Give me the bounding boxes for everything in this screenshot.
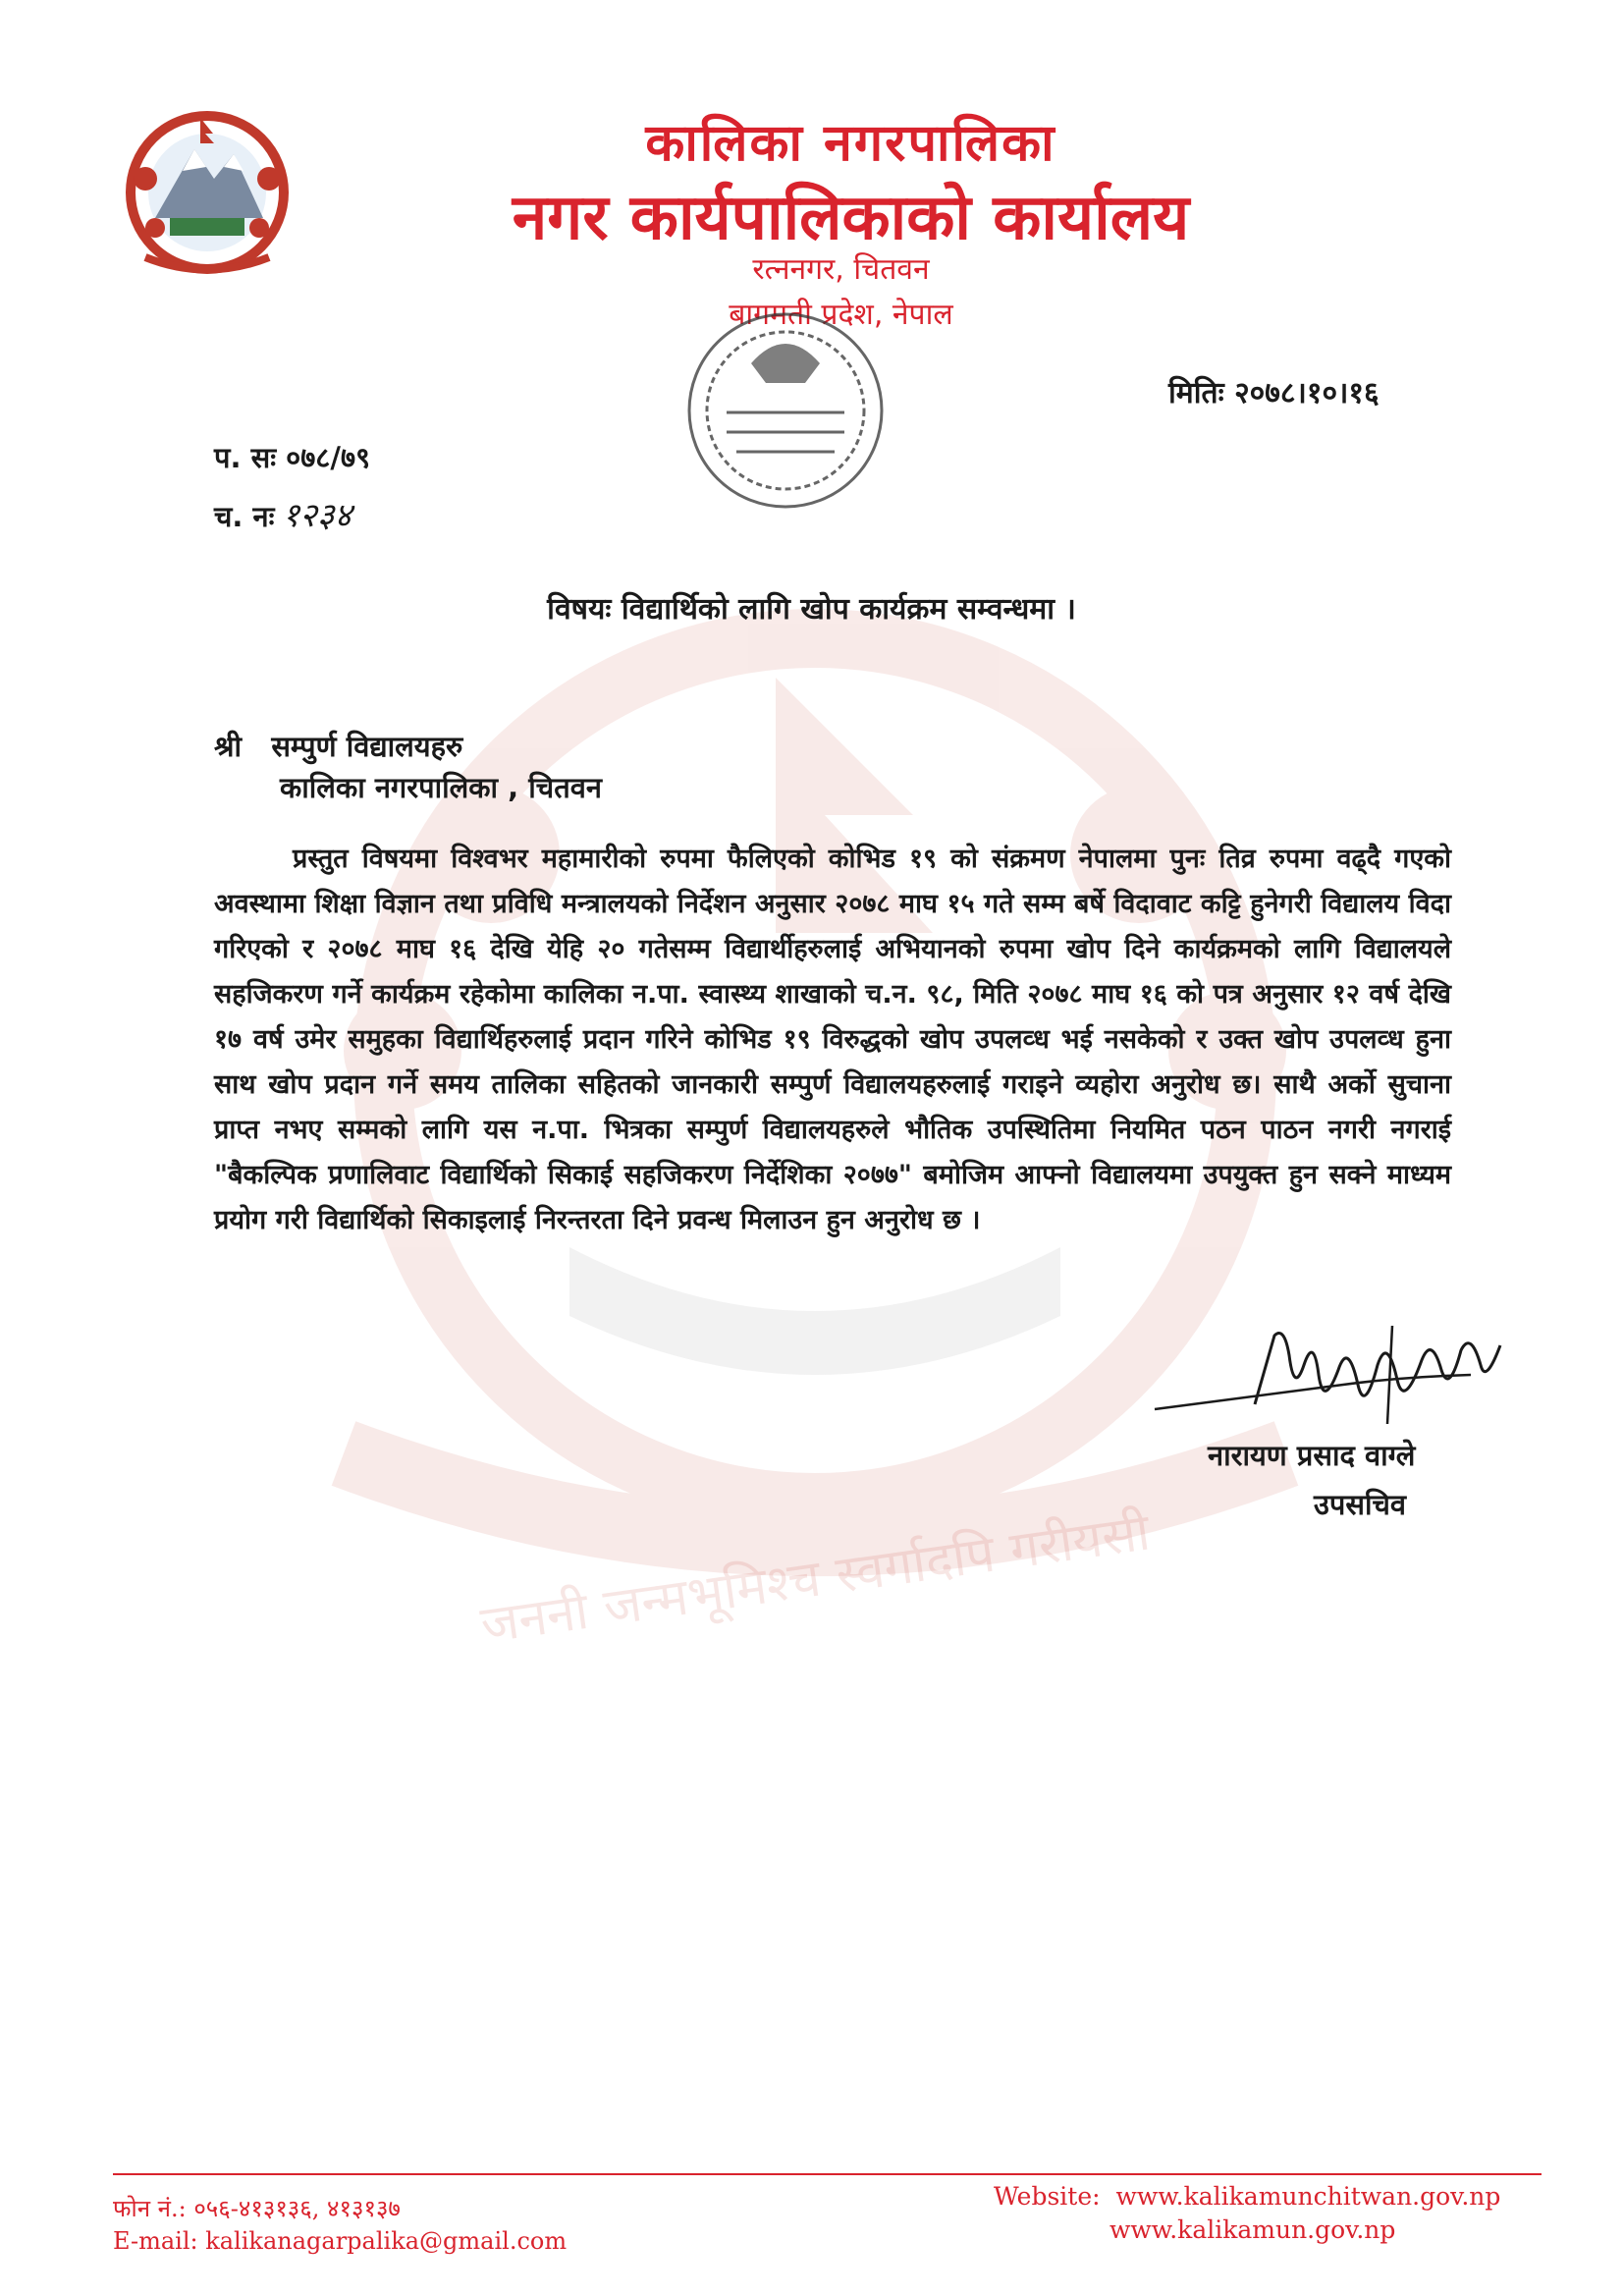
address-line-1: रत्ननगर, चितवन [752, 252, 930, 287]
signer-name: नारायण प्रसाद वाग्ले [1208, 1439, 1416, 1472]
footer-email: E-mail: kalikanagarpalika@gmail.com [113, 2227, 568, 2255]
signer-title: उपसचिव [1314, 1488, 1407, 1521]
letter-date: मितिः २०७८।१०।१६ [1168, 376, 1380, 410]
address-line-2: बागमती प्रदेश, नेपाल [729, 298, 953, 332]
office-round-seal-icon [668, 295, 903, 520]
footer-website-1: Website: www.kalikamunchitwan.gov.np [994, 2182, 1501, 2211]
footer-website-2: www.kalikamun.gov.np [1109, 2215, 1396, 2244]
dispatch-number-value: १२३४ [282, 496, 352, 535]
fiscal-year: प. सः ०७८/७९ [214, 441, 371, 474]
letter-body: प्रस्तुत विषयमा विश्वभर महामारीको रुपमा फैलिएको कोभिड १९ को संक्रमण नेपालमा पुनः तिव्र रुपमा वढ्दै गएको अवस्थामा शिक्षा विज्ञान तथा प्रविधि मन्त्रालयको निर्देशन अनुसार २०७८ माघ १५ गते सम्म बर्षे विदावाट कट्टि हुनेगरी विद्यालय विदा गरिएको र २०७८ माघ १६ देखि येहि २० गतेसम्म विद्यार्थीहरुलाई अभियानको रुपमा खोप दिने कार्यक्रमको लागि विद्यालयले सहजिकरण गर्ने कार्यक्रम रहेकोमा कालिका न.पा. स्वास्थ्य शाखाको च.न. ९८, मिति २०७८ माघ १६ को पत्र अनुसार १२ वर्ष देखि १७ वर्ष उमेर समुहका विद्यार्थिहरुलाई प्रदान गरिने कोभिड १९ विरुद्धको खोप उपलव्ध भई नसकेको र उक्त खोप उपलव्ध हुना साथ खोप प्रदान गर्ने समय तालिका सहितको जानकारी सम्पुर्ण विद्यालयहरुलाई गराइने व्यहोरा अनुरोध छ। साथै अर्को सुचाना प्राप्त नभए सम्मको लागि यस न.पा. भित्रका सम्पुर्ण विद्यालयहरुले भौतिक उपस्थितिमा नियमित पठन पाठन नगरी नगराई "बैकल्पिक प्रणालिवाट विद्यार्थिको सिकाई सहजिकरण निर्देशिका २०७७" बमोजिम आफ्नो विद्यालयमा उपयुक्त हुन सक्ने माध्यम प्रयोग गरी विद्यार्थिको सिकाइलाई निरन्तरता दिने प्रवन्ध मिलाउन हुन अनुरोध छ । [214, 844, 1451, 1235]
watermark-motto: जननी जन्मभूमिश्च स्वर्गादपि गरीयसी [476, 1503, 1154, 1656]
letter-subject: विषयः विद्यार्थिको लागि खोप कार्यक्रम सम्वन्धमा । [547, 592, 1076, 627]
office-name: नगर कार्यपालिकाको कार्यालय [512, 182, 1190, 254]
footer-phone: फोन नं.: ०५६-४१३१३६, ४१३१३७ [113, 2195, 401, 2222]
recipient-line-1: श्री सम्पुर्ण विद्यालयहरु [214, 730, 463, 763]
org-name: कालिका नगरपालिका [645, 114, 1056, 173]
dispatch-number [214, 491, 352, 536]
footer-divider [113, 2173, 1542, 2175]
dispatch-label: च. नः [214, 500, 275, 533]
recipient-line-2: कालिका नगरपालिका , चितवन [280, 771, 602, 804]
handwritten-signature-icon [1147, 1316, 1540, 1444]
